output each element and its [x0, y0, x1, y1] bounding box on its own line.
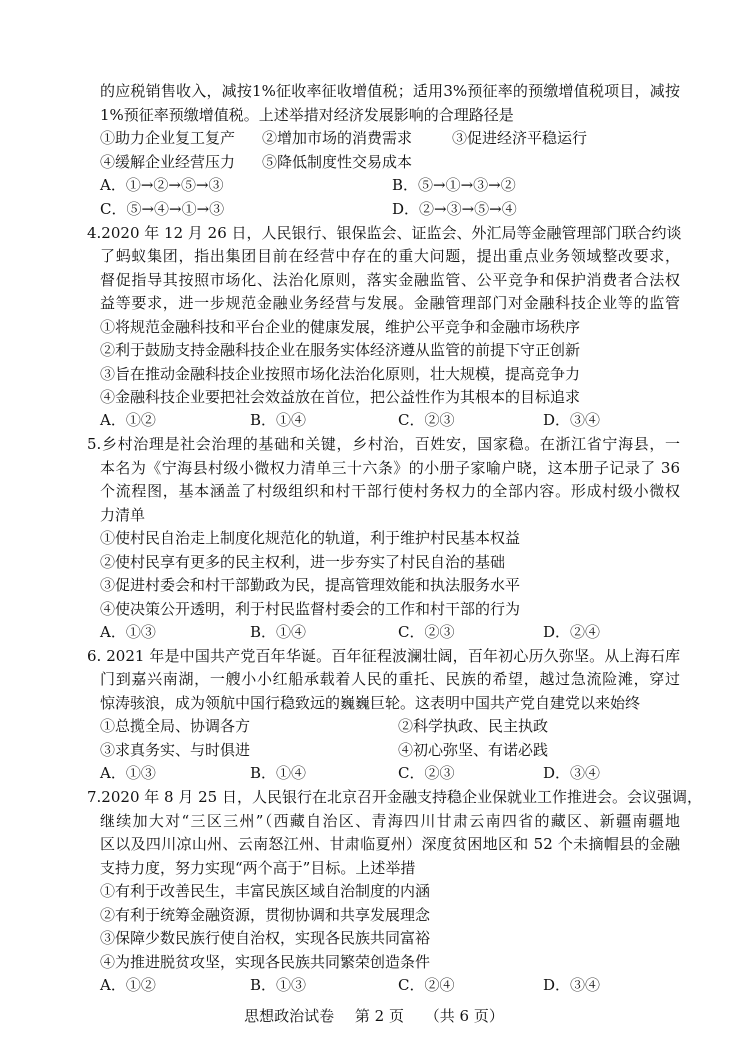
- q3-item: ⑤降低制度性交易成本: [262, 153, 413, 171]
- q7-option-c: C．②④: [398, 976, 455, 994]
- q6-item: ①总揽全局、协调各方: [100, 717, 251, 735]
- q7-option-b: B．①③: [250, 976, 307, 994]
- q5-item: ③促进村委会和村干部勤政为民，提高管理效能和执法服务水平: [100, 576, 521, 594]
- q6-stem-line: 门到嘉兴南湖，一艘小小红船承载着人民的重托、民族的希望，越过急流险滩，穿过: [100, 670, 680, 688]
- q7-stem-line: 继续加大对“三区三州”（西藏自治区、青海四川甘肃云南四省的藏区、新疆南疆地: [100, 812, 680, 830]
- q4-option-a: A．①②: [100, 411, 156, 429]
- q3-option-a: A．①→②→⑤→③: [100, 176, 224, 194]
- q3-option-b: B．⑤→①→③→②: [392, 176, 516, 194]
- q6-option-c: C．②③: [398, 764, 455, 782]
- q5-option-d: D．②④: [543, 623, 601, 641]
- q5-option-b: B．①④: [250, 623, 307, 641]
- q7-item: ④为推进脱贫攻坚，实现各民族共同繁荣创造条件: [100, 953, 431, 971]
- q4-item: ①将规范金融科技和平台企业的健康发展，维护公平竞争和金融市场秩序: [100, 318, 581, 336]
- q5-option-a: A．①③: [100, 623, 156, 641]
- q6-option-b: B．①④: [250, 764, 307, 782]
- q6-stem-line: 6. 2021 年是中国共产党百年华诞。百年征程波澜壮阔，百年初心历久弥坚。从上海石库: [87, 647, 680, 665]
- q6-option-d: D．③④: [543, 764, 601, 782]
- q5-option-c: C．②③: [398, 623, 455, 641]
- q7-item: ③保障少数民族行使自治权，实现各民族共同富裕: [100, 929, 431, 947]
- q7-stem-line: 7.2020 年 8 月 25 日，人民银行在北京召开金融支持稳企业保就业工作推进会。会议强调，: [87, 788, 702, 806]
- q5-item: ①使村民自治走上制度化规范化的轨道，利于维护村民基本权益: [100, 529, 521, 547]
- q4-option-d: D．③④: [543, 411, 601, 429]
- q7-stem-line: 支持力度，努力实现“两个高于”目标。上述举措: [100, 859, 416, 877]
- q6-item: ④初心弥坚、有诺必践: [398, 741, 549, 759]
- q6-stem-line: 惊涛骇浪，成为领航中国行稳致远的巍巍巨轮。这表明中国共产党自建党以来始终: [100, 694, 641, 712]
- q5-item: ④使决策公开透明，利于村民监督村委会的工作和村干部的行为: [100, 600, 521, 618]
- q5-stem-line: 力清单: [100, 506, 146, 524]
- q3-item: ①助力企业复工复产: [100, 129, 236, 147]
- q3-stem-line: 1%预征率预缴增值税。上述举措对经济发展影响的合理路径是: [100, 106, 514, 124]
- q3-stem-line: 的应税销售收入，减按1%征收率征收增值税；适用3%预征率的预缴增值税项目，减按: [100, 82, 680, 100]
- q3-item: ②增加市场的消费需求: [262, 129, 413, 147]
- q5-item: ②使村民享有更多的民主权利，进一步夯实了村民自治的基础: [100, 553, 506, 571]
- q3-item: ③促进经济平稳运行: [452, 129, 588, 147]
- q7-item: ①有利于改善民生，丰富民族区域自治制度的内涵: [100, 882, 431, 900]
- footer-subject: 思想政治试卷: [244, 1007, 335, 1025]
- q3-item: ④缓解企业经营压力: [100, 153, 236, 171]
- footer-total-pages: （共 6 页）: [424, 1007, 504, 1025]
- footer-page-number: 第 2 页: [354, 1007, 404, 1025]
- q6-item: ③求真务实、与时俱进: [100, 741, 251, 759]
- q7-option-a: A．①②: [100, 976, 156, 994]
- q4-item: ④金融科技企业要把社会效益放在首位，把公益性作为其根本的目标追求: [100, 388, 581, 406]
- q5-stem-line: 5.乡村治理是社会治理的基础和关键，乡村治，百姓安，国家稳。在浙江省宁海县，一: [87, 435, 680, 453]
- q6-option-a: A．①③: [100, 764, 156, 782]
- q4-option-c: C．②③: [398, 411, 455, 429]
- q6-item: ②科学执政、民主执政: [398, 717, 549, 735]
- q7-option-d: D．③④: [543, 976, 601, 994]
- q3-option-c: C．⑤→④→①→③: [100, 200, 225, 218]
- q4-option-b: B．①④: [250, 411, 307, 429]
- q5-stem-line: 个流程图，基本涵盖了村级组织和村干部行使村务权力的全部内容。形成村级小微权: [100, 482, 680, 500]
- page-footer: [0, 1005, 748, 1027]
- q4-item: ③旨在推动金融科技企业按照市场化法治化原则，壮大规模，提高竞争力: [100, 365, 581, 383]
- q5-stem-line: 本名为《宁海县村级小微权力清单三十六条》的小册子家喻户晓，这本册子记录了 36: [100, 459, 680, 477]
- q4-stem-line: 4.2020 年 12 月 26 日，人民银行、银保监会、证监会、外汇局等金融管理部门联合约谈: [87, 224, 682, 242]
- q4-stem-line: 督促指导其按照市场化、法治化原则，落实金融监管、公平竞争和保护消费者合法权: [100, 271, 680, 289]
- q7-item: ②有利于统筹金融资源，贯彻协调和共享发展理念: [100, 906, 431, 924]
- q4-item: ②利于鼓励支持金融科技企业在服务实体经济遵从监管的前提下守正创新: [100, 341, 581, 359]
- q4-stem-line: 了蚂蚁集团，指出集团目前在经营中存在的重大问题，提出重点业务领域整改要求，: [100, 247, 680, 265]
- q3-option-d: D．②→③→⑤→④: [392, 200, 517, 218]
- q7-stem-line: 区以及四川凉山州、云南怒江州、甘肃临夏州）深度贫困地区和 52 个未摘帽县的金融: [100, 835, 680, 853]
- q4-stem-line: 益等要求，进一步规范金融业务经营与发展。金融管理部门对金融科技企业等的监管: [100, 294, 680, 312]
